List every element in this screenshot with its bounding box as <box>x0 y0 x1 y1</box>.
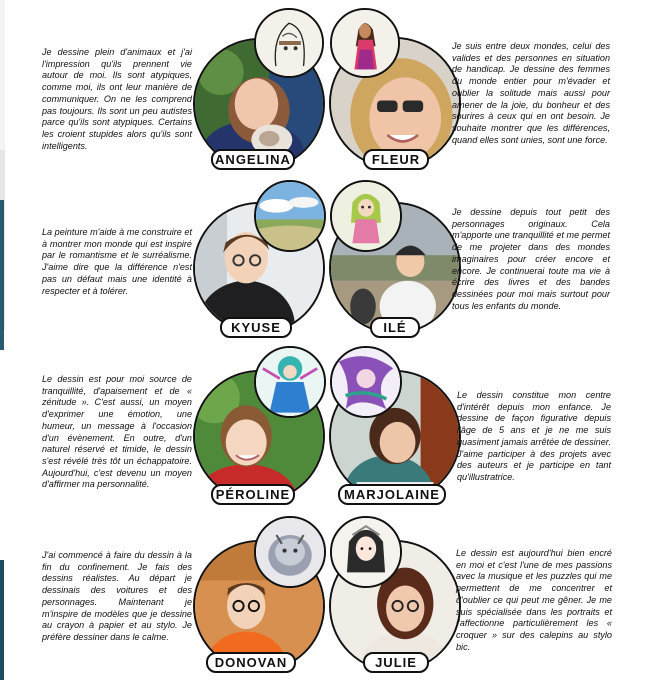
ile-drawing <box>330 180 402 252</box>
marjolaine-drawing <box>330 346 402 418</box>
kyuse-painting <box>254 180 326 252</box>
profile-angelina-text: Je dessine plein d'animaux et j'ai l'impression qu'ils prennent vie autour de moi. Ils sont atypiques, comme moi, ils ont leur manière de communiquer. On ne les comprend pas toujours. Ils sont un peu autistes parce qu'ils sont atypiques. Certains les croient stupides alors qu'ils sont intelligents. <box>42 47 192 151</box>
donovan-drawing <box>254 516 326 588</box>
profile-marjolaine-text: Le dessin constitue mon centre d'intérêt depuis mon enfance. Je dessine de façon figurative depuis l'âge de 5 ans et je ne me suis quasiment jamais arrêtée de dessiner. J'aime participer à des projets avec des auteurs et je participe en tant qu'illustratrice. <box>457 390 611 482</box>
profile-peroline-text: Le dessin est pour moi source de tranquillité, d'apaisement et de « zénitude ». C'est aussi, un moyen d'exprimer une émotion, une humeur, un message à l'occasion d'un évènement. En outre, d'un naturel réservé et timide, le dessin s'est révélé très tôt un échappatoire. Aujourd'hui, c'est devenu un moyen d'affirmer ma personnalité. <box>42 374 192 490</box>
name-badge-angelina: ANGELINA <box>211 149 295 170</box>
profile-donovan-text: J'ai commencé à faire du dessin à la fin du confinement. Je fais des dessins réalistes. Au départ je dessinais des voitures et des personnages. Maintenant je m'inspire de modèles que je dessine au crayon à papier et au stylo. Je préfère dessiner dans le calme. <box>42 550 192 642</box>
name-badge-julie: JULIE <box>363 652 429 673</box>
name-badge-donovan: DONOVAN <box>206 652 296 673</box>
angelina-drawing <box>254 8 324 78</box>
profile-ile-text: Je dessine depuis tout petit des personnages originaux. Cela m'apporte une tranquillité et me permet de me projeter dans des mondes imaginaires pour créer encore et encore. Je continuerai toute ma vie à écrire des livres et des bandes dessinées pour moi mais surtout pour tous les enfants du monde. <box>452 207 610 311</box>
name-badge-marjolaine: MARJOLAINE <box>338 484 446 505</box>
name-badge-ile: ILÉ <box>370 317 420 338</box>
fleur-drawing <box>330 8 400 78</box>
profile-kyuse-text: La peinture m'aide à me construire et à montrer mon monde qui est inspiré par le romantisme et le surréalisme. J'aime dire que la différence n'est pas un défaut mais une identité à respecter et à tolérer. <box>42 227 192 296</box>
profile-fleur-text: Je suis entre deux mondes, celui des valides et des personnes en situation de handicap. Je dessine des femmes du monde entier pour m'évader et oublier la solitude mais aussi pour amener de la joie, du bonheur et des sourires à ceux qui en ont besoin. Je souhaite montrer que les différences, quand elles sont unies, sont une force. <box>452 41 610 145</box>
name-badge-fleur: FLEUR <box>363 149 429 170</box>
profile-julie-text: Le dessin est aujourd'hui bien encré en moi et c'est l'une de mes passions avec la musique et les puzzles qui me permettent de me concentrer et d'oublier ce qui peut me gêner. Je me suis spécialisée dans les portraits et j'affectionne particulièrement les « croquer » sur des calepins au stylo bic. <box>456 548 612 652</box>
name-badge-kyuse: KYUSE <box>220 317 292 338</box>
julie-drawing <box>330 516 402 588</box>
peroline-drawing <box>254 346 326 418</box>
name-badge-peroline: PÉROLINE <box>211 484 295 505</box>
